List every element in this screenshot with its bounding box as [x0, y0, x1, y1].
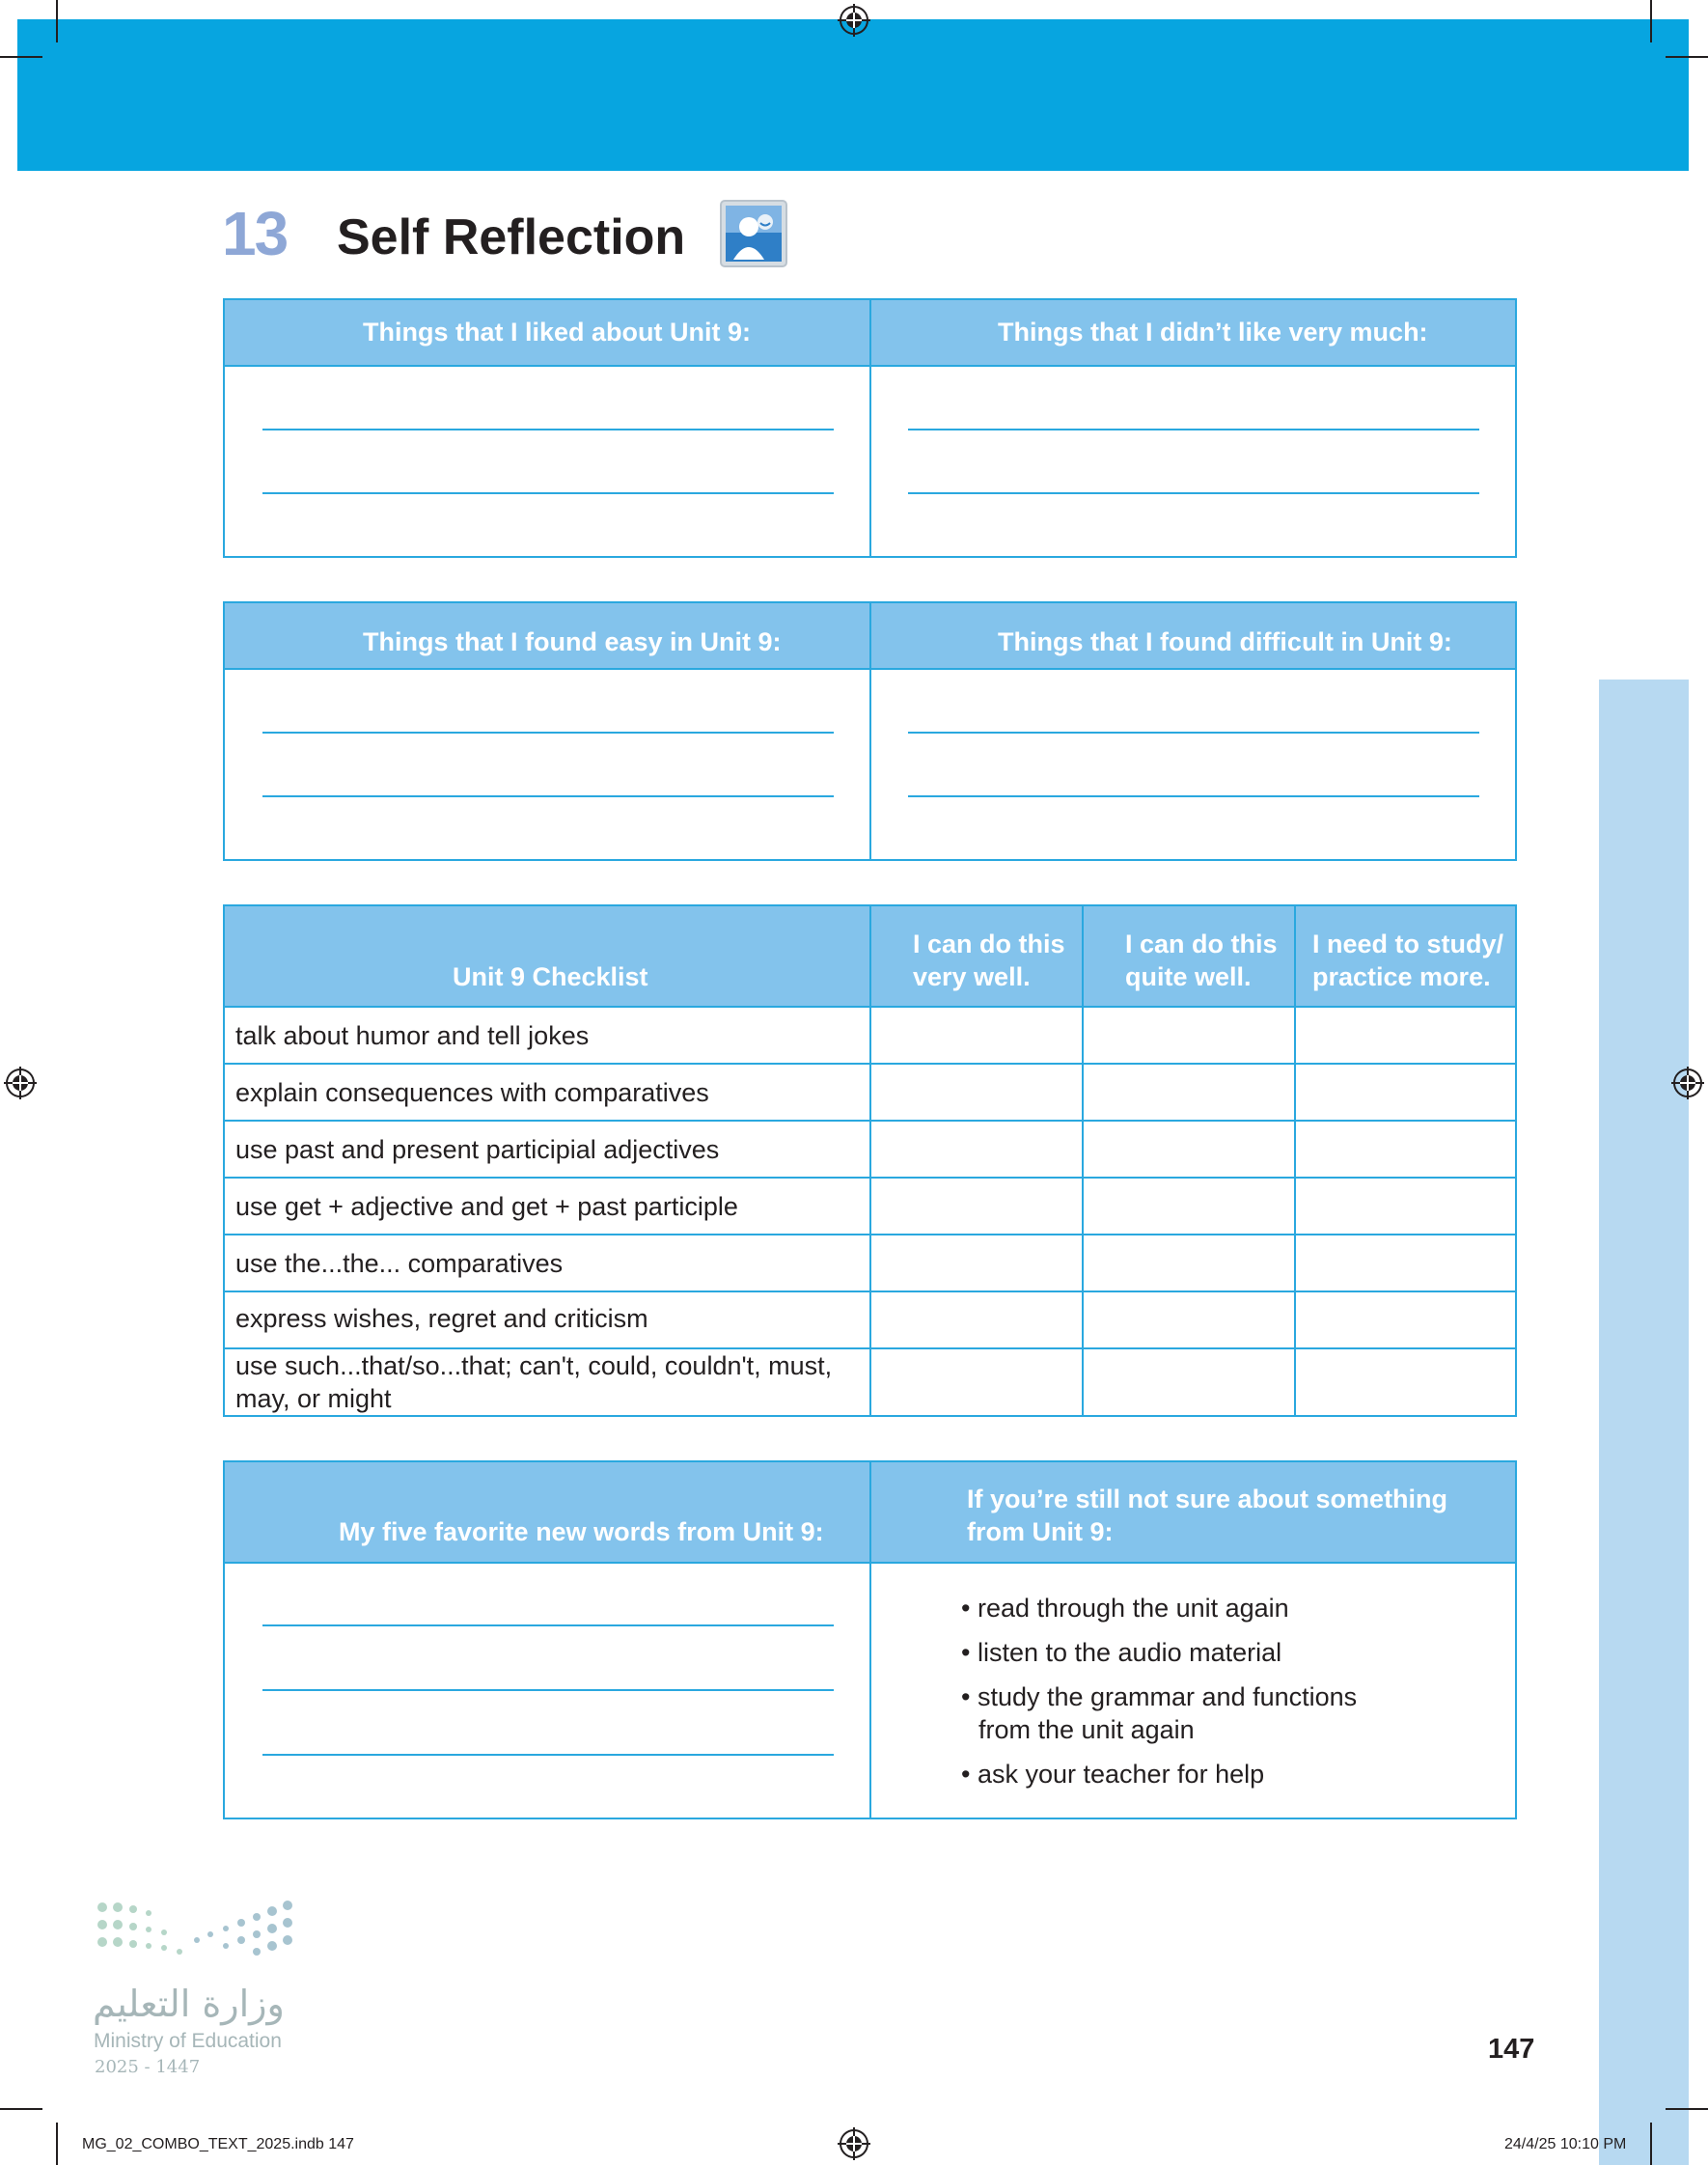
answer-line[interactable]: [262, 795, 834, 797]
ministry-logo-year: 2025 - 1447: [95, 2057, 201, 2077]
ministry-logo-english: Ministry of Education: [94, 2030, 282, 2052]
self-reflection-icon: [720, 200, 787, 267]
crop-mark: [1650, 2123, 1652, 2165]
column-divider: [869, 300, 871, 556]
tip-item-continued: from the unit again: [978, 1715, 1195, 1744]
answer-line[interactable]: [262, 732, 834, 734]
answer-line[interactable]: [908, 429, 1479, 430]
crop-mark: [0, 2108, 42, 2110]
answer-line[interactable]: [262, 1689, 834, 1691]
answer-line[interactable]: [908, 795, 1479, 797]
section-number: 13: [222, 199, 288, 268]
registration-mark-icon: [838, 4, 870, 37]
crop-mark: [1666, 56, 1708, 58]
tip-item: • study the grammar and functions: [961, 1682, 1358, 1711]
heading-easy: Things that I found easy in Unit 9:: [363, 627, 782, 656]
registration-mark-icon: [838, 2127, 870, 2160]
crop-mark: [1666, 2108, 1708, 2110]
column-header-very-well: [913, 928, 1065, 993]
heading-disliked: Things that I didn’t like very much:: [998, 318, 1428, 347]
column-header-practice-more: [1312, 928, 1503, 993]
column-header-line: very well.: [913, 962, 1031, 991]
answer-line[interactable]: [262, 1624, 834, 1626]
column-header-line: I need to study/: [1312, 930, 1504, 958]
checklist-item: use the...the... comparatives: [235, 1249, 564, 1278]
checklist-row: [225, 1006, 1515, 1065]
column-header-line: I can do this: [913, 930, 1065, 958]
crop-mark: [56, 2123, 58, 2165]
answer-line[interactable]: [262, 429, 834, 430]
ministry-logo-arabic: وزارة التعليم: [93, 1983, 285, 2025]
top-color-band: [17, 19, 1689, 171]
checklist-row: [225, 1291, 1515, 1349]
checklist-heading: Unit 9 Checklist: [453, 962, 648, 991]
answer-line[interactable]: [908, 492, 1479, 494]
favorite-words-box: [223, 1460, 1517, 1819]
answer-line[interactable]: [262, 492, 834, 494]
checklist-row: [225, 1063, 1515, 1122]
crop-mark: [56, 0, 58, 42]
registration-mark-icon: [1671, 1067, 1704, 1099]
column-header-quite-well: [1125, 928, 1278, 993]
heading-line: If you’re still not sure about something: [967, 1485, 1448, 1513]
column-divider: [869, 603, 871, 859]
answer-line[interactable]: [908, 732, 1479, 734]
checklist-row: [225, 1120, 1515, 1179]
registration-mark-icon: [4, 1067, 37, 1099]
answer-line[interactable]: [262, 1754, 834, 1756]
ministry-logo-icon: [95, 1898, 303, 1965]
checklist-item: use past and present participial adjectives: [235, 1135, 720, 1164]
checklist-row: [225, 1234, 1515, 1292]
print-slug-file: MG_02_COMBO_TEXT_2025.indb 147: [82, 2136, 354, 2152]
heading-difficult: Things that I found difficult in Unit 9:: [998, 627, 1452, 656]
heading-line: from Unit 9:: [967, 1517, 1114, 1546]
column-header-line: practice more.: [1312, 962, 1491, 991]
checklist-row: [225, 1347, 1515, 1419]
checklist-item: talk about humor and tell jokes: [235, 1021, 590, 1050]
column-header-line: I can do this: [1125, 930, 1278, 958]
tip-item: • read through the unit again: [961, 1594, 1289, 1623]
side-color-band: [1599, 680, 1689, 2165]
crop-mark: [1650, 0, 1652, 42]
crop-mark: [0, 56, 42, 58]
checklist-item: explain consequences with comparatives: [235, 1078, 709, 1107]
tip-item: • ask your teacher for help: [961, 1760, 1265, 1789]
column-divider: [869, 1462, 871, 1818]
unit-checklist-table: [223, 904, 1517, 1417]
checklist-item: express wishes, regret and criticism: [235, 1304, 648, 1333]
checklist-item: use such...that/so...that; can't, could, couldn't, must, may, or might: [235, 1351, 833, 1413]
liked-disliked-box: [223, 298, 1517, 558]
easy-difficult-box: [223, 601, 1517, 861]
section-title: Self Reflection: [337, 209, 686, 265]
tip-item: • listen to the audio material: [961, 1638, 1282, 1667]
page-number: 147: [1488, 2034, 1535, 2065]
checklist-item: use get + adjective and get + past participle: [235, 1192, 738, 1221]
checklist-row: [225, 1177, 1515, 1235]
print-slug-date: 24/4/25 10:10 PM: [1504, 2136, 1627, 2152]
heading-liked: Things that I liked about Unit 9:: [363, 318, 751, 347]
heading-favorite-words: My five favorite new words from Unit 9:: [339, 1517, 824, 1546]
column-header-line: quite well.: [1125, 962, 1252, 991]
heading-still-not-sure: [967, 1483, 1447, 1548]
